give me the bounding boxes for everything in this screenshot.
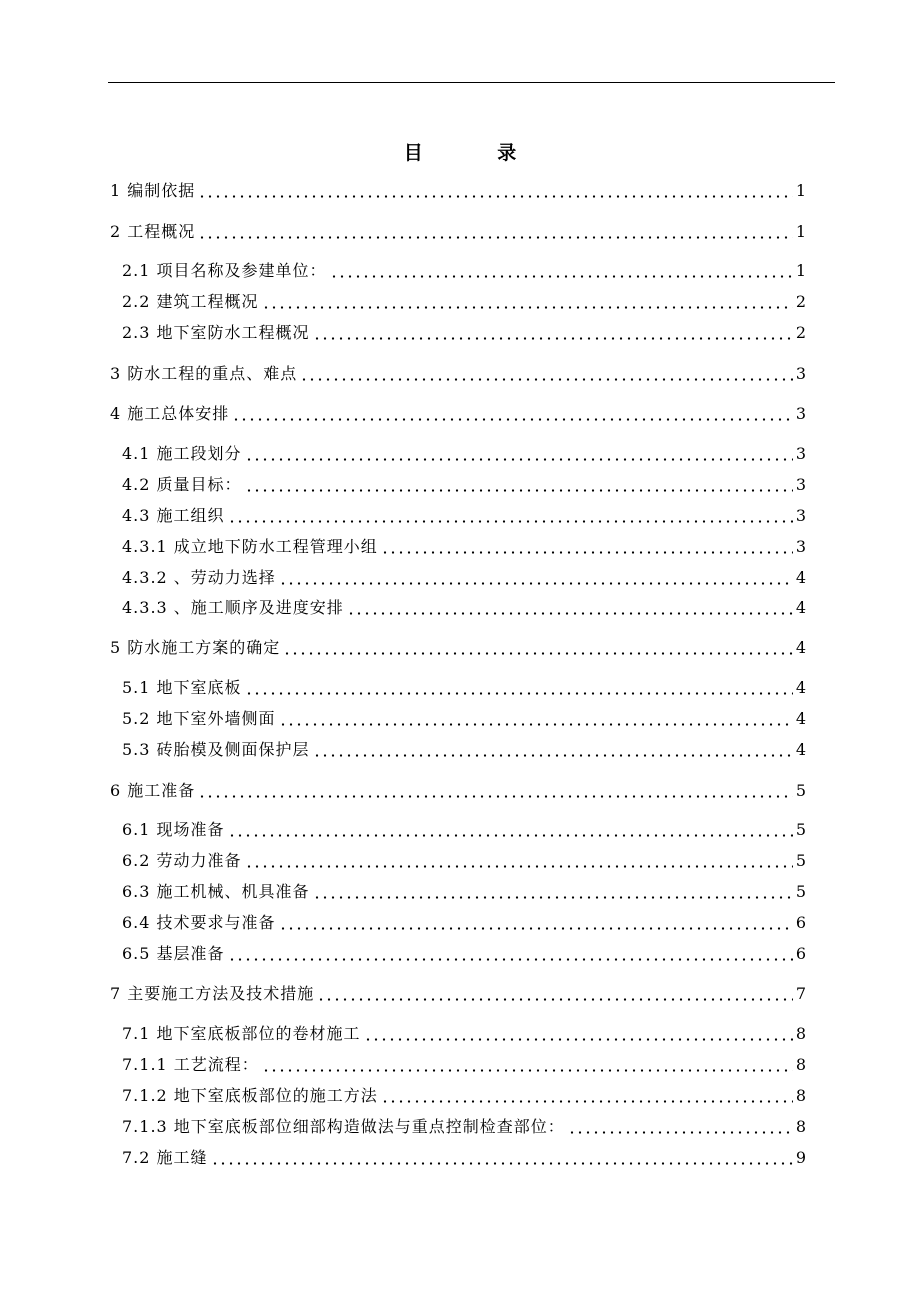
toc-dot-leader [300, 365, 793, 381]
toc-dot-leader [245, 679, 793, 695]
toc-dot-leader [211, 1149, 793, 1165]
toc-dot-leader [245, 476, 793, 492]
toc-page-number: 2 [795, 292, 806, 311]
toc-dot-leader [232, 405, 793, 421]
toc-dot-leader [198, 223, 793, 239]
toc-entry-title: 5.2 地下室外墙侧面 [122, 709, 276, 728]
toc-entry[interactable] [110, 179, 806, 203]
toc-page-number: 4 [795, 678, 806, 697]
toc-page-number: 1 [795, 261, 806, 280]
toc-dot-leader [381, 1087, 793, 1103]
toc-dot-leader [198, 782, 793, 798]
toc-entry-title: 4.3.2 、劳动力选择 [122, 568, 276, 587]
toc-entry[interactable] [122, 911, 806, 935]
toc-entry[interactable] [122, 707, 806, 731]
toc-page-number: 1 [795, 181, 806, 200]
toc-page-number: 1 [795, 222, 806, 241]
toc-page-number: 5 [795, 820, 806, 839]
toc-entry-title: 4.3.3 、施工顺序及进度安排 [122, 598, 344, 617]
toc-entry-title: 7.2 施工缝 [122, 1148, 208, 1167]
toc-entry-title: 3 防水工程的重点、难点 [110, 364, 298, 383]
toc-entry[interactable] [122, 566, 806, 590]
toc-page-number: 5 [795, 851, 806, 870]
toc-entry-title: 2.1 项目名称及参建单位： [122, 261, 327, 280]
toc-entry-title: 7.1.2 地下室底板部位的施工方法 [122, 1086, 378, 1105]
toc-entry-title: 4.2 质量目标： [122, 475, 242, 494]
toc-entry-title: 7 主要施工方法及技术措施 [110, 984, 315, 1003]
toc-entry[interactable] [122, 1084, 806, 1108]
toc-entry[interactable] [110, 362, 806, 386]
toc-page-number: 9 [795, 1148, 806, 1167]
toc-entry-title: 5.1 地下室底板 [122, 678, 242, 697]
toc-entry-title: 1 编制依据 [110, 181, 196, 200]
toc-entry-title: 5 防水施工方案的确定 [110, 638, 281, 657]
toc-page-number: 4 [795, 568, 806, 587]
toc-entry-title: 6.5 基层准备 [122, 944, 225, 963]
toc-page-number: 8 [795, 1024, 806, 1043]
toc-entry-title: 4.3 施工组织 [122, 506, 225, 525]
toc-title: 目 录 [403, 142, 551, 164]
toc-dot-leader [317, 985, 793, 1001]
toc-page-number: 3 [795, 475, 806, 494]
toc-page-number: 4 [795, 598, 806, 617]
toc-entry-title: 7.1.3 地下室底板部位细部构造做法与重点控制检查部位： [122, 1117, 565, 1136]
toc-entry[interactable] [122, 1053, 806, 1077]
toc-entry-title: 6 施工准备 [110, 781, 196, 800]
toc-entry-title: 6.2 劳动力准备 [122, 851, 242, 870]
toc-entry[interactable] [122, 473, 806, 497]
toc-entry-title: 7.1 地下室底板部位的卷材施工 [122, 1024, 361, 1043]
toc-dot-leader [381, 538, 793, 554]
toc-page-number: 3 [795, 444, 806, 463]
toc-entry[interactable] [122, 738, 806, 762]
toc-entry[interactable] [122, 818, 806, 842]
toc-entry[interactable] [110, 636, 806, 660]
toc-page-number: 4 [795, 638, 806, 657]
toc-entry[interactable] [122, 1115, 806, 1139]
toc-entry[interactable] [122, 880, 806, 904]
toc-entry-title: 4 施工总体安排 [110, 404, 230, 423]
toc-entry-title: 7.1.1 工艺流程： [122, 1055, 259, 1074]
toc-dot-leader [279, 569, 793, 585]
toc-dot-leader [347, 599, 793, 615]
toc-entry-title: 4.3.1 成立地下防水工程管理小组 [122, 537, 378, 556]
toc-entry-title: 2.3 地下室防水工程概况 [122, 323, 310, 342]
toc-dot-leader [313, 324, 793, 340]
toc-entry-title: 5.3 砖胎模及侧面保护层 [122, 740, 310, 759]
toc-entry[interactable] [122, 290, 806, 314]
toc-dot-leader [279, 710, 793, 726]
toc-entry-title: 6.4 技术要求与准备 [122, 913, 276, 932]
toc-page-number: 3 [795, 364, 806, 383]
toc-dot-leader [330, 262, 793, 278]
toc-dot-leader [568, 1118, 793, 1134]
toc-page-number: 8 [795, 1086, 806, 1105]
toc-entry[interactable] [110, 982, 806, 1006]
toc-entry[interactable] [110, 402, 806, 426]
toc-entry[interactable] [122, 1022, 806, 1046]
toc-dot-leader [364, 1025, 793, 1041]
toc-entry[interactable] [122, 596, 806, 620]
toc-entry[interactable] [122, 1146, 806, 1170]
toc-entry[interactable] [122, 849, 806, 873]
toc-entry[interactable] [122, 321, 806, 345]
toc-page-number: 3 [795, 404, 806, 423]
toc-page-number: 8 [795, 1055, 806, 1074]
toc-dot-leader [262, 1056, 793, 1072]
toc-page-number: 4 [795, 709, 806, 728]
toc-dot-leader [313, 883, 793, 899]
toc-dot-leader [228, 945, 793, 961]
toc-page-number: 5 [795, 882, 806, 901]
toc-page-number: 6 [795, 944, 806, 963]
toc-dot-leader [228, 821, 793, 837]
toc-entry-title: 2.2 建筑工程概况 [122, 292, 259, 311]
toc-dot-leader [245, 852, 793, 868]
toc-entry-title: 6.1 现场准备 [122, 820, 225, 839]
toc-entry[interactable] [122, 676, 806, 700]
toc-page-number: 3 [795, 537, 806, 556]
toc-page-number: 3 [795, 506, 806, 525]
toc-entry[interactable] [110, 779, 806, 803]
toc-dot-leader [245, 445, 793, 461]
toc-entry-title: 4.1 施工段划分 [122, 444, 242, 463]
toc-page-number: 4 [795, 740, 806, 759]
toc-entry[interactable] [122, 442, 806, 466]
toc-entry[interactable] [122, 942, 806, 966]
toc-dot-leader [283, 639, 793, 655]
toc-dot-leader [279, 914, 793, 930]
toc-dot-leader [198, 182, 793, 198]
toc-entry-title: 6.3 施工机械、机具准备 [122, 882, 310, 901]
toc-entry[interactable] [122, 535, 806, 559]
toc-entry[interactable] [110, 220, 806, 244]
toc-dot-leader [228, 507, 793, 523]
toc-dot-leader [313, 741, 793, 757]
toc-page-number: 6 [795, 913, 806, 932]
toc-entry[interactable] [122, 259, 806, 283]
toc-dot-leader [262, 293, 793, 309]
toc-page-number: 8 [795, 1117, 806, 1136]
toc-entry-title: 2 工程概况 [110, 222, 196, 241]
toc-page-number: 2 [795, 323, 806, 342]
toc-entry[interactable] [122, 504, 806, 528]
toc-page-number: 7 [795, 984, 806, 1003]
toc-page-number: 5 [795, 781, 806, 800]
